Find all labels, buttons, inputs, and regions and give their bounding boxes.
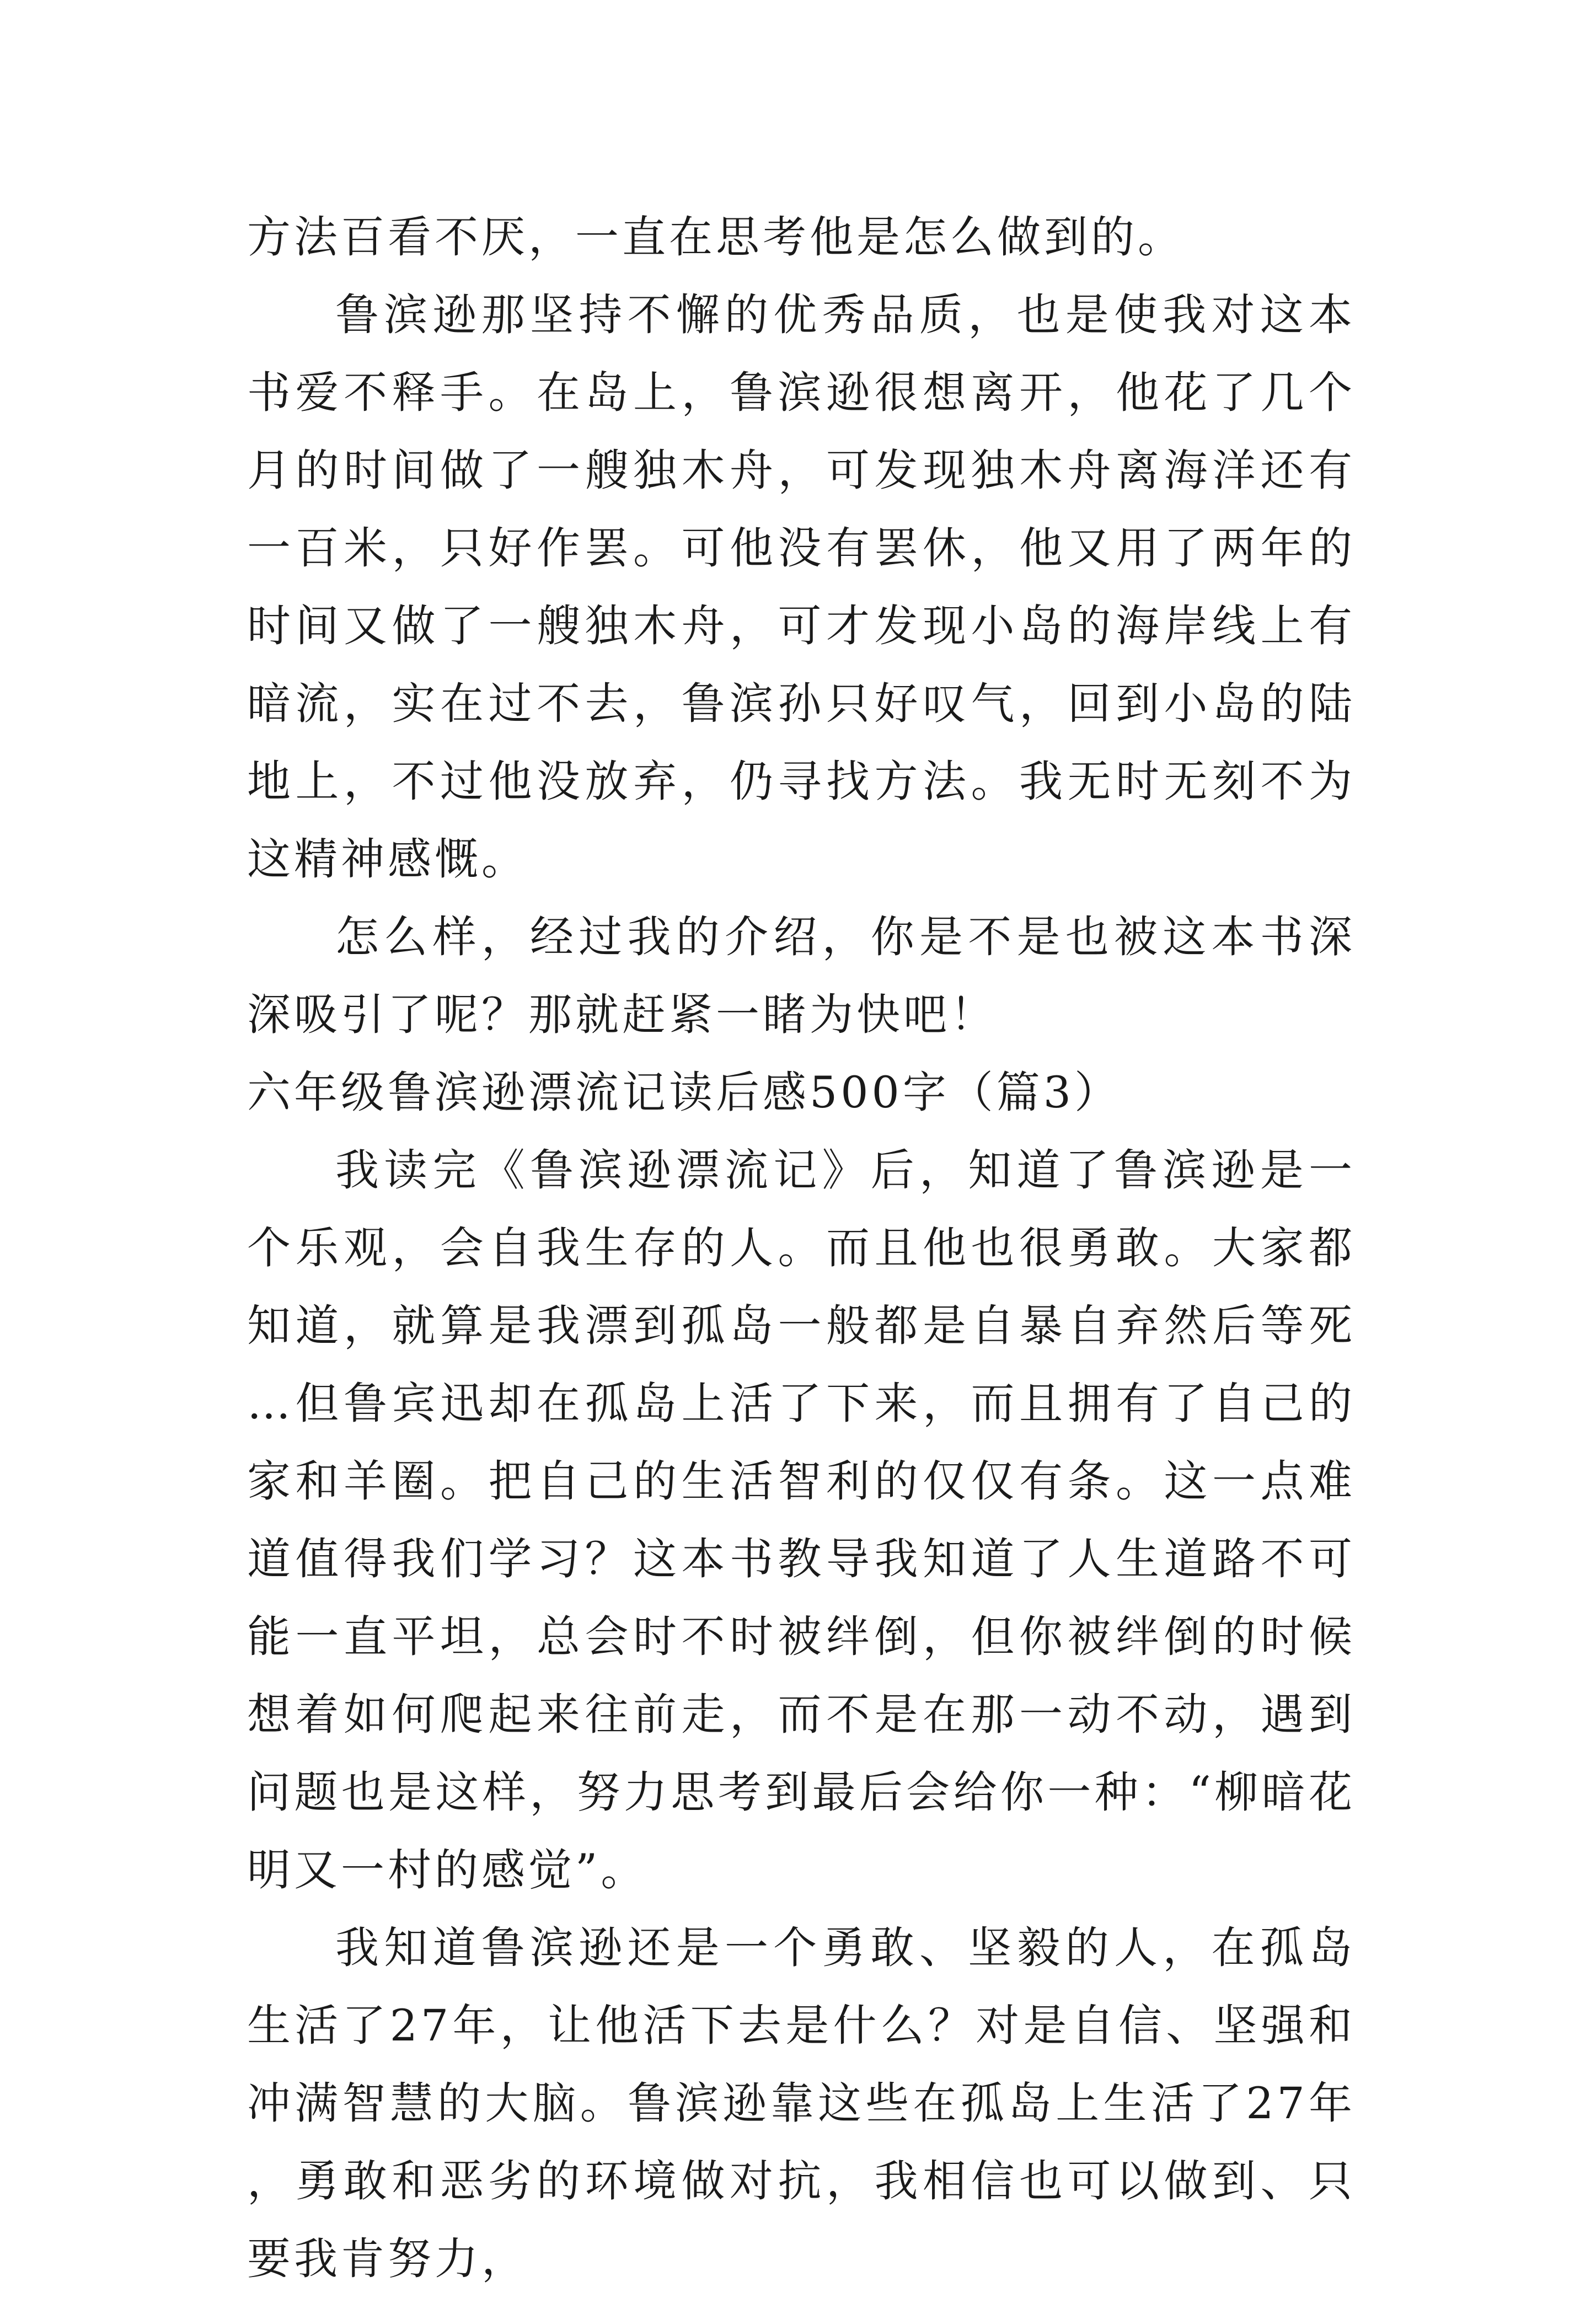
paragraph-recommendation: 怎么样，经过我的介绍，你是不是也被这本书深深吸引了呢？那就赶紧一睹为快吧！	[247, 912, 1356, 1040]
paragraph-review-optimism: 我读完《鲁滨逊漂流记》后，知道了鲁滨逊是一个乐观，会自我生存的人。而且他也很勇敢。大家都知道，就算是我漂到孤岛一般都是自暴自弃然后等死…但鲁宾迅却在孤岛上活了下来，而且拥有了自己的家和羊圈。把自己的生活智利的仅仅有条。这一点难道值得我们学习？这本书教导我知道了人生道路不可能一直平坦，总会时不时被绊倒，但你被绊倒的时候想着如何爬起来往前走，而不是在那一动不动，遇到问题也是这样，努力思考到最后会给你一种：“柳暗花明又一村的感觉”。	[247, 1145, 1356, 1895]
section-heading: 六年级鲁滨逊漂流记读后感500字（篇3）	[247, 1067, 1122, 1118]
paragraph-perseverance: 鲁滨逊那坚持不懈的优秀品质，也是使我对这本书爱不释手。在岛上，鲁滨逊很想离开，他花了几个月的时间做了一艘独木舟，可发现独木舟离海洋还有一百米，只好作罢。可他没有罢休，他又用了两年的时间又做了一艘独木舟，可才发现小岛的海岸线上有暗流，实在过不去，鲁滨孙只好叹气，回到小岛的陆地上，不过他没放弃，仍寻找方法。我无时无刻不为这精神感慨。	[247, 290, 1356, 885]
paragraph-continuation: 方法百看不厌，一直在思考他是怎么做到的。	[247, 212, 1185, 263]
paragraph-review-courage: 我知道鲁滨逊还是一个勇敢、坚毅的人，在孤岛生活了27年，让他活下去是什么？对是自信、坚强和冲满智慧的大脑。鲁滨逊靠这些在孤岛上生活了27年，勇敢和恶劣的环境做对抗，我相信也可以做到、只要我肯努力，	[247, 1922, 1356, 2284]
document-body	[247, 199, 1356, 2298]
